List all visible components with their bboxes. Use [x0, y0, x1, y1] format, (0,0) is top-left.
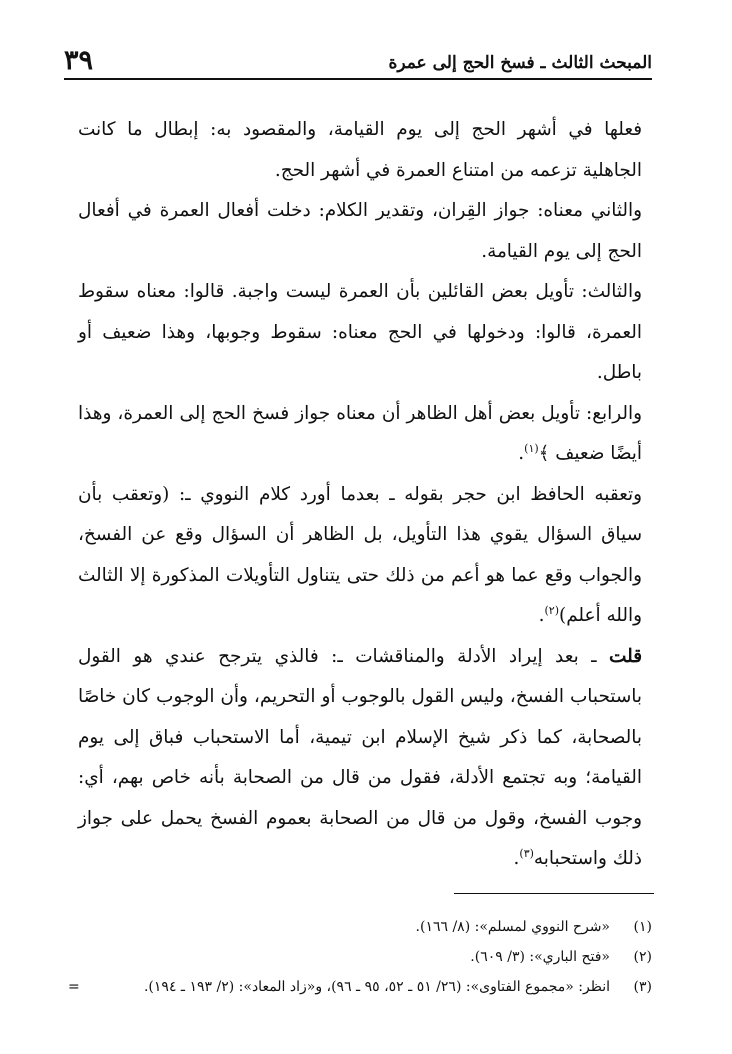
paragraph-lead: قلت	[609, 645, 642, 667]
footnotes	[60, 912, 652, 1002]
running-header	[64, 40, 652, 76]
footnote-text: انظر: «مجموع الفتاوى»: (٢٦/ ٥١ ـ ٥٢، ٩٥ ـ ٩٦)، و«زاد المعاد»: (٢/ ١٩٣ ـ ١٩٤).	[143, 979, 610, 995]
paragraph-text: والرابع: تأويل بعض أهل الظاهر أن معناه جواز فسخ الحج إلى العمرة، وهذا أيضًا ضعيف ﴾	[78, 402, 642, 464]
footnote-ref[interactable]: (١)	[524, 441, 539, 455]
page-number: ٣٩	[64, 45, 94, 76]
header-divider	[64, 78, 652, 80]
footnote-continuation: =	[68, 979, 80, 995]
paragraph-text: ـ بعد إيراد الأدلة والمناقشات ـ: فالذي يترجح عندي هو القول باستحباب الفسخ، وليس القول بالوجوب أو التحريم، وأن الوجوب كان خاصًا بالصحابة، كما ذكر شيخ الإسلام ابن تيمية، أما الاستحباب فباق إلى يوم القيامة؛ وبه تجتمع الأدلة، فقول من قال من الصحابة بأنه خاص بهم، أي: وجوب الفسخ، وقول من قال من الصحابة بعموم الفسخ يحمل على جواز ذلك واستحبابه	[78, 645, 642, 869]
paragraph	[78, 191, 642, 272]
paragraph-text: والثاني معناه: جواز القِران، وتقدير الكلام: دخلت أفعال العمرة في أفعال الحج إلى يوم القيامة.	[78, 200, 642, 262]
footnote	[60, 972, 652, 1002]
footnote-text: «شرح النووي لمسلم»: (٨/ ١٦٦).	[415, 919, 610, 935]
paragraph	[78, 637, 642, 880]
paragraph	[78, 475, 642, 637]
paragraph	[78, 394, 642, 475]
footnote-text: «فتح الباري»: (٣/ ٦٠٩).	[470, 949, 610, 965]
paragraph	[78, 272, 642, 394]
footnote-number: (٢)	[633, 949, 652, 965]
footnote	[60, 942, 652, 972]
main-text	[78, 110, 642, 880]
chapter-title: المبحث الثالث ـ فسخ الحج إلى عمرة	[388, 53, 652, 73]
footnote-number: (١)	[633, 919, 652, 935]
period: .	[518, 443, 525, 464]
period: .	[538, 605, 545, 626]
footnote-divider	[454, 893, 654, 894]
paragraph	[78, 110, 642, 191]
paragraph-text: فعلها في أشهر الحج إلى يوم القيامة، والمقصود به: إبطال ما كانت الجاهلية تزعمه من امتناع العمرة في أشهر الحج.	[78, 119, 642, 181]
paragraph-text: والثالث: تأويل بعض القائلين بأن العمرة ليست واجبة. قالوا: معناه سقوط العمرة، قالوا: ودخولها في الحج معناه: سقوط وجوبها، وهذا ضعيف أو باطل.	[78, 281, 642, 383]
paragraph-text: وتعقبه الحافظ ابن حجر بقوله ـ بعدما أورد كلام النووي ـ: (وتعقب بأن سياق السؤال يقوي هذا التأويل، بل الظاهر أن السؤال وقع عن الفسخ، والجواب وقع عما هو أعم من ذلك حتى يتناول التأويلات المذكورة إلا الثالث والله أعلم)	[78, 483, 642, 626]
footnote-number: (٣)	[633, 979, 652, 995]
footnote-ref[interactable]: (٢)	[544, 603, 560, 617]
footnote-ref[interactable]: (٣)	[519, 846, 534, 860]
footnote	[60, 912, 652, 942]
period: .	[513, 848, 520, 869]
